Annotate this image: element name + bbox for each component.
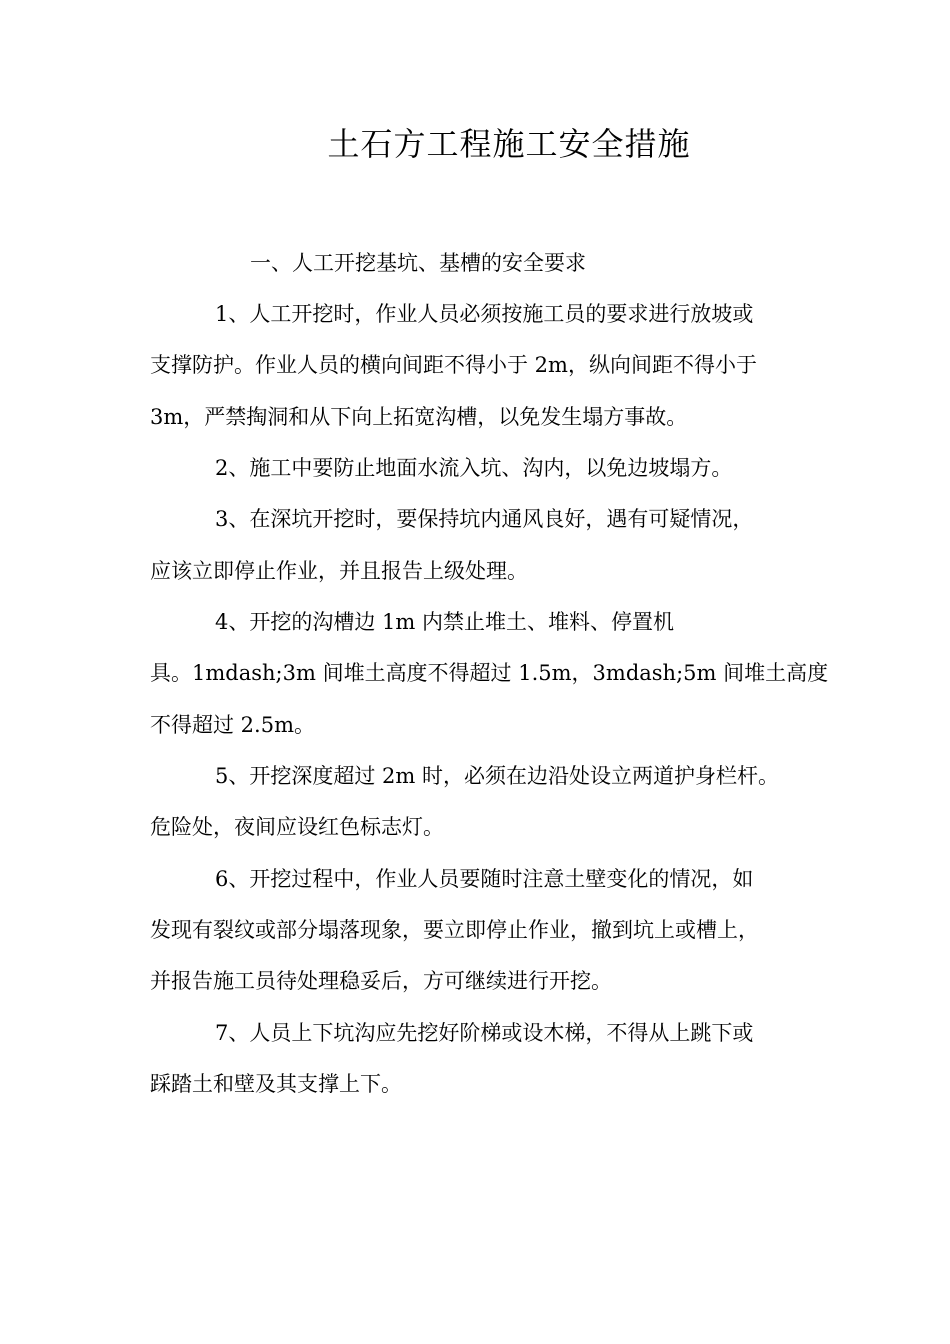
- paragraph-line: 发现有裂纹或部分塌落现象，要立即停止作业，撤到坑上或槽上，: [150, 918, 759, 942]
- paragraph-line: 支撑防护。作业人员的横向间距不得小于 2m，纵向间距不得小于: [150, 353, 757, 377]
- paragraph-line: 7、人员上下坑沟应先挖好阶梯或设木梯，不得从上跳下或: [215, 1021, 754, 1045]
- document-title: 土石方工程施工安全措施: [327, 125, 691, 163]
- paragraph-line: 并报告施工员待处理稳妥后，方可继续进行开挖。: [150, 969, 612, 993]
- paragraph-line: 3、在深坑开挖时，要保持坑内通风良好，遇有可疑情况，: [215, 507, 754, 531]
- paragraph-line: 应该立即停止作业，并且报告上级处理。: [150, 559, 528, 583]
- paragraph-line: 踩踏土和壁及其支撑上下。: [150, 1072, 402, 1096]
- paragraph-line: 4、开挖的沟槽边 1m 内禁止堆土、堆料、停置机: [215, 610, 674, 634]
- paragraph-line: 不得超过 2.5m。: [150, 713, 315, 737]
- paragraph-line: 具。1mdash;3m 间堆土高度不得超过 1.5m，3mdash;5m 间堆土高度: [150, 661, 829, 685]
- section-heading: 一、人工开挖基坑、基槽的安全要求: [250, 251, 586, 275]
- paragraph-line: 6、开挖过程中，作业人员要随时注意土壁变化的情况，如: [215, 867, 754, 891]
- paragraph-line: 2、施工中要防止地面水流入坑、沟内，以免边坡塌方。: [215, 456, 733, 480]
- paragraph-line: 1、人工开挖时，作业人员必须按施工员的要求进行放坡或: [215, 302, 754, 326]
- paragraph-line: 3m，严禁掏洞和从下向上拓宽沟槽，以免发生塌方事故。: [150, 405, 688, 429]
- paragraph-line: 危险处，夜间应设红色标志灯。: [150, 815, 444, 839]
- paragraph-line: 5、开挖深度超过 2m 时，必须在边沿处设立两道护身栏杆。: [215, 764, 779, 788]
